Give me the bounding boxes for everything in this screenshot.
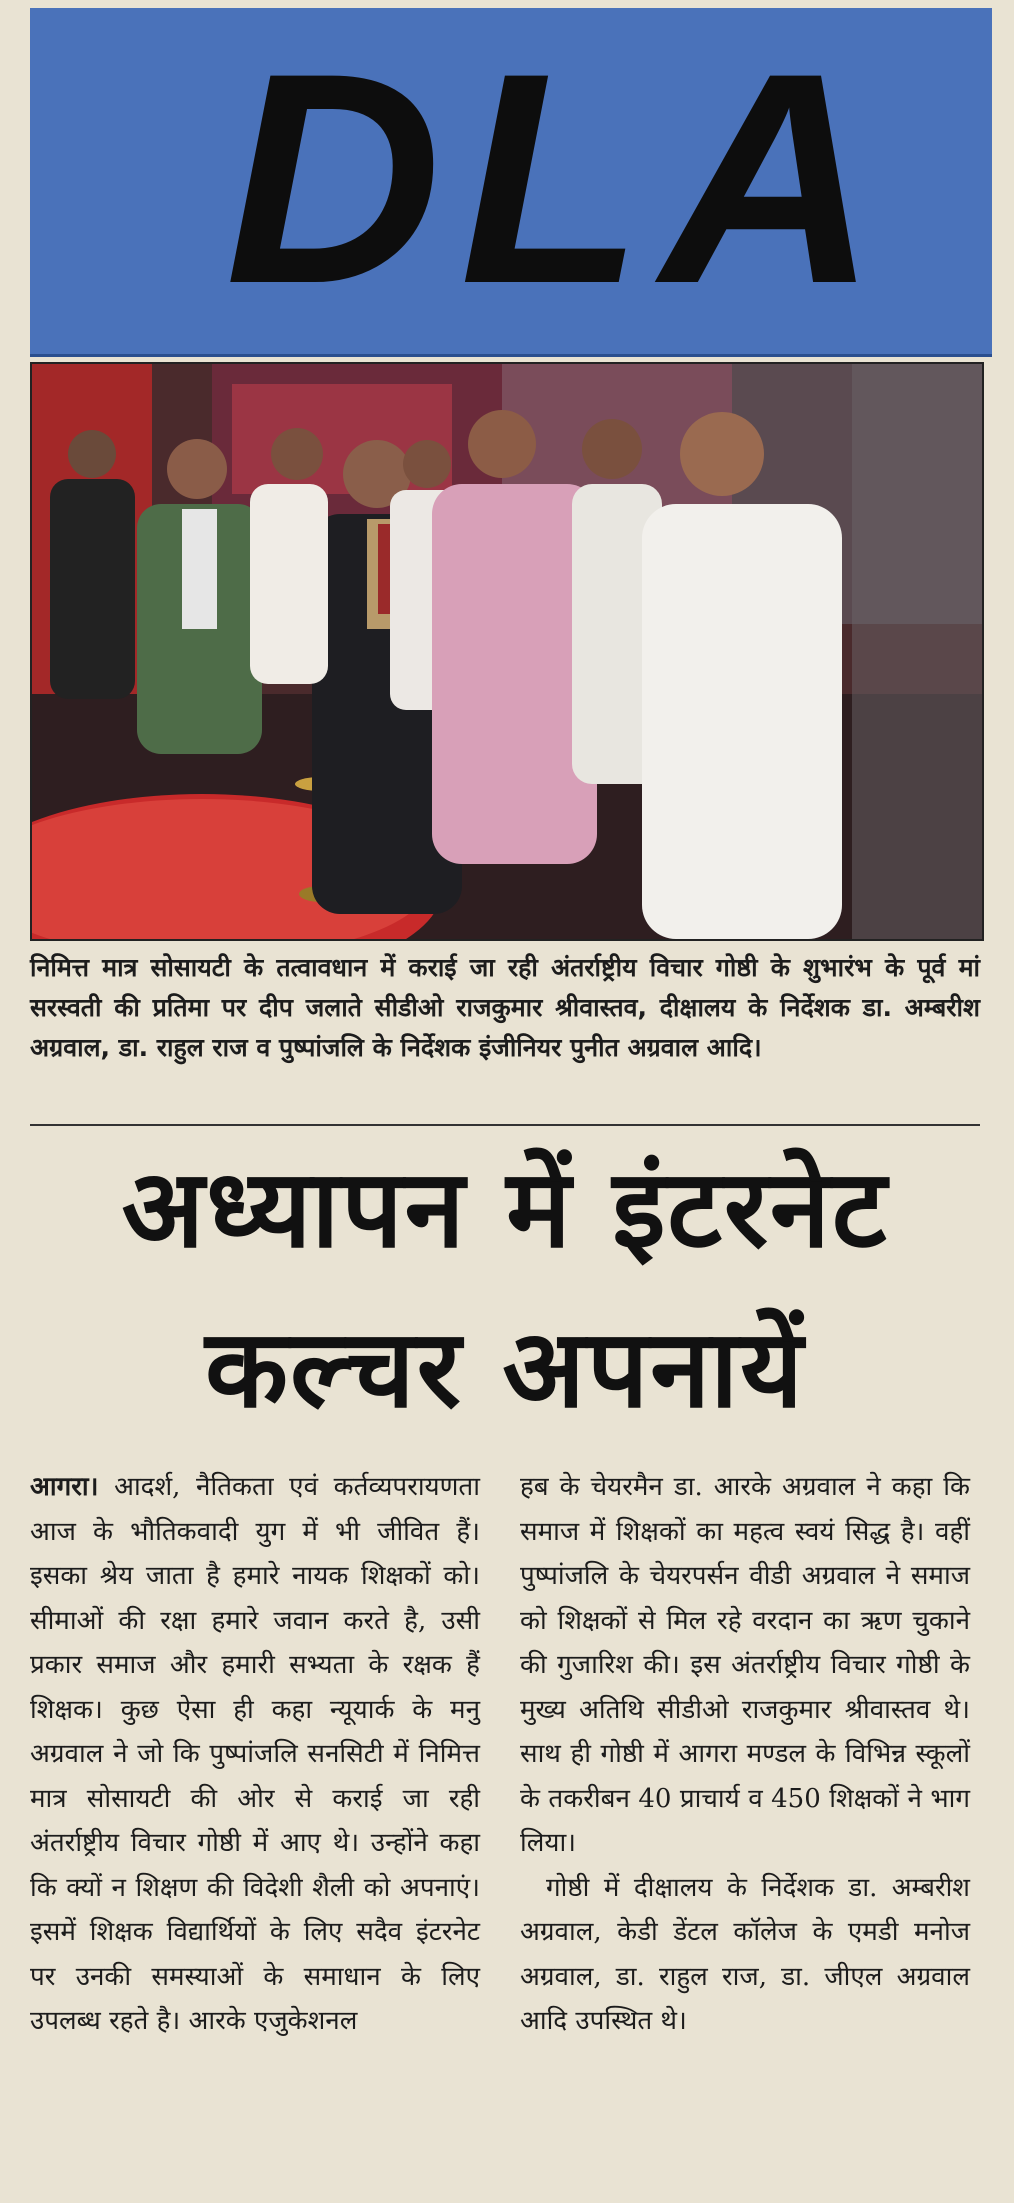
article-column-right xyxy=(520,1465,970,2044)
photo-caption: निमित्त मात्र सोसायटी के तत्वावधान में कराई जा रही अंतर्राष्ट्रीय विचार गोष्ठी के शुभारंभ के पूर्व मां सरस्वती की प्रतिमा पर दीप जलाते सीडीओ राजकुमार श्रीवास्तव, दीक्षालय के निर्देशक डा. अम्बरीश अग्रवाल, डा. राहुल राज व पुष्पांजलि के निर्देशक इंजीनियर पुनीत अग्रवाल आदि। xyxy=(30,953,980,1062)
section-divider xyxy=(30,1124,980,1126)
article-body-right-paragraph-1: हब के चेयरमैन डा. आरके अग्रवाल ने कहा कि समाज में शिक्षकों का महत्व स्वयं सिद्ध है। वहीं पुष्पांजलि के चेयरपर्सन वीडी अग्रवाल ने समाज को शिक्षकों से मिल रहे वरदान का ऋण चुकाने की गुजारिश की। इस अंतर्राष्ट्रीय विचार गोष्ठी के मुख्य अतिथि सीडीओ राजकुमार श्रीवास्तव थे। साथ ही गोष्ठी में आगरा मण्डल के विभिन्न स्कूलों के तकरीबन 40 प्राचार्य व 450 शिक्षकों ने भाग लिया। xyxy=(520,1472,970,1858)
article-body-right-paragraph-2: गोष्ठी में दीक्षालय के निर्देशक डा. अम्बरीश अग्रवाल, केडी डेंटल कॉलेज के एमडी मनोज अग्रवाल, डा. राहुल राज, डा. जीएल अग्रवाल आदि उपस्थित थे। xyxy=(520,1872,970,2036)
news-photo xyxy=(30,362,984,941)
article-dateline: आगरा। xyxy=(30,1472,99,1502)
article-body-left: आदर्श, नैतिकता एवं कर्तव्यपरायणता आज के भौतिकवादी युग में भी जीवित हैं। इसका श्रेय जाता है हमारे नायक शिक्षकों को। सीमाओं की रक्षा हमारे जवान करते है, उसी प्रकार समाज और हमारी सभ्यता के रक्षक हैं शिक्षक। कुछ ऐसा ही कहा न्यूयार्क के मनु अग्रवाल ने जो कि पुष्पांजलि सनसिटी में निमित्त मात्र सोसायटी की ओर से कराई जा रही अंतर्राष्ट्रीय विचार गोष्ठी में आए थे। उन्होंने कहा कि क्यों न शिक्षण की विदेशी शैली को अपनाएं। इसमें शिक्षक विद्यार्थियों के लिए सदैव इंटरनेट पर उनकी समस्याओं के समाधान के लिए उपलब्ध रहते है। आरके एजुकेशनल xyxy=(30,1472,480,2036)
masthead-banner xyxy=(30,8,992,357)
article-column-left xyxy=(30,1465,480,2044)
publication-logo: DLA xyxy=(225,10,896,346)
news-photo-lamp-lighting-icon xyxy=(32,364,982,939)
headline-line-1: अध्यापन में इंटरनेट xyxy=(121,1147,889,1272)
headline-line-2: कल्चर अपनायें xyxy=(205,1307,805,1432)
